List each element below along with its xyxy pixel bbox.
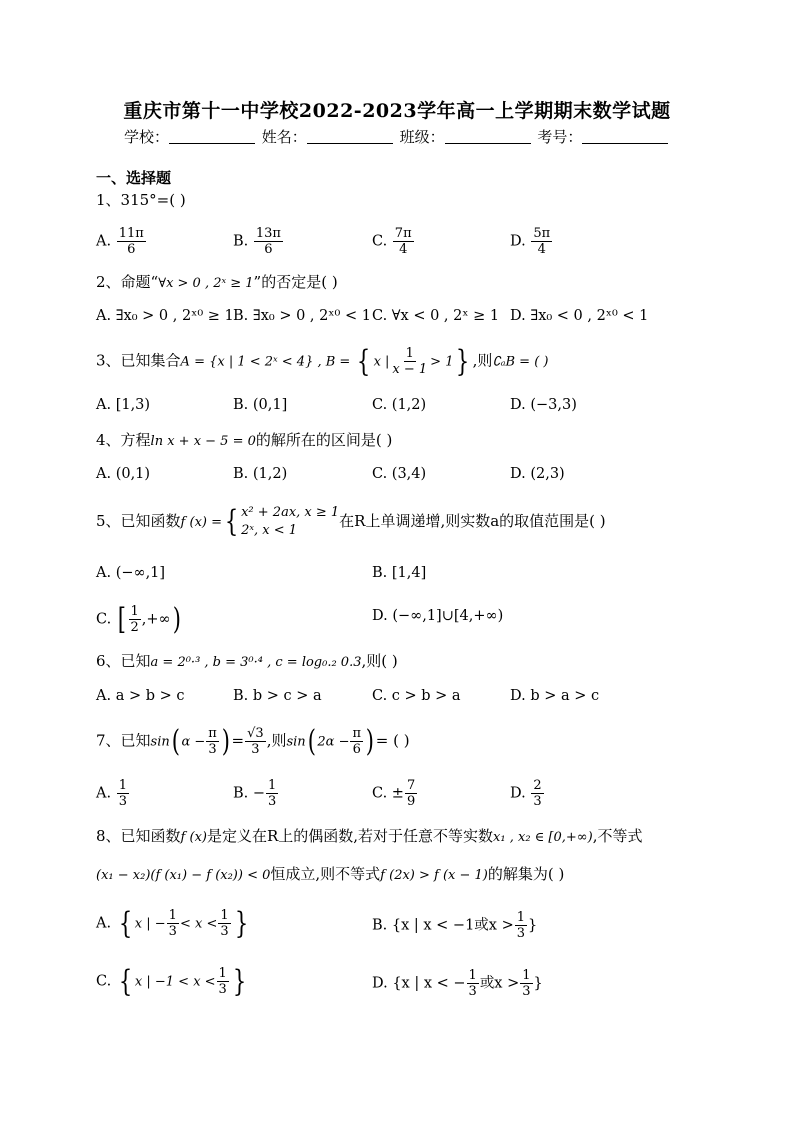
denominator: 3 — [220, 924, 229, 939]
fraction — [129, 604, 141, 635]
q6-option-a[interactable]: A. a > b > c — [96, 688, 185, 704]
stem-text: 的解所在的区间是( ) — [255, 431, 393, 449]
fraction — [254, 226, 283, 257]
q5-option-b[interactable]: B. [1,4] — [372, 565, 427, 581]
option-letter: A. — [96, 915, 116, 932]
numerator: 1 — [405, 346, 414, 361]
numerator: 11π — [118, 226, 144, 241]
denominator: 3 — [522, 984, 531, 999]
question-8-stem-line2 — [96, 864, 564, 886]
stem-math: f (x) — [180, 830, 207, 845]
stem-text: ”的否定是( ) — [253, 273, 338, 291]
stem-math: A = {x | 1 < 2ˣ < 4} , B = — [180, 354, 355, 370]
numerator: 7 — [406, 778, 416, 793]
fraction — [405, 778, 417, 809]
denominator: 2 — [130, 620, 139, 635]
number-blank[interactable] — [582, 129, 668, 144]
fraction — [167, 908, 179, 939]
option-letter: B. — [233, 233, 253, 250]
stem-text: ,不等式 — [592, 827, 643, 845]
option-text: } — [528, 917, 538, 934]
question-8-stem-line1 — [96, 826, 642, 848]
student-info-row — [124, 126, 670, 147]
q4-option-b[interactable]: B. (1,2) — [233, 466, 288, 482]
stem-text: 的解集为( ) — [487, 865, 565, 883]
numerator: π — [208, 726, 217, 741]
q8-option-d[interactable] — [372, 968, 543, 999]
q6-option-b[interactable]: B. b > c > a — [233, 688, 322, 704]
numerator: π — [352, 726, 362, 741]
denominator: 4 — [537, 242, 546, 257]
denominator: 3 — [516, 926, 526, 941]
option-text: 或x > — [479, 975, 520, 992]
page-title: 重庆市第十一中学校2022-2023学年高一上学期期末数学试题 — [123, 100, 671, 122]
fraction — [206, 726, 219, 757]
numerator: 1 — [516, 910, 526, 925]
question-7-stem — [96, 723, 410, 759]
fraction — [467, 968, 479, 999]
q2-option-d[interactable]: D. ∃x₀ < 0 , 2ˣ⁰ < 1 — [510, 308, 649, 324]
numerator: 1 — [118, 778, 127, 793]
stem-math: sin — [286, 734, 306, 750]
q7-option-b[interactable] — [233, 778, 279, 809]
q1-option-b[interactable] — [233, 226, 284, 257]
fraction — [245, 726, 266, 757]
stem-text: 在R上单调递增,则实数a的取值范围是( ) — [339, 512, 606, 530]
info-label-class: 班级： — [399, 128, 445, 146]
question-3-stem — [96, 343, 549, 379]
class-blank[interactable] — [445, 129, 531, 144]
stem-text: 3、已知集合 — [96, 351, 181, 370]
question-5-stem — [96, 504, 606, 540]
stem-math: sin — [150, 734, 170, 750]
option-math: < x < — [179, 916, 218, 932]
denominator: 3 — [251, 742, 260, 757]
stem-text: ,则 — [472, 351, 493, 370]
option-letter: B. − — [233, 785, 266, 802]
q5-option-a[interactable]: A. (−∞,1] — [96, 565, 166, 581]
info-label-name: 姓名： — [261, 128, 307, 146]
option-letter: D. — [510, 785, 531, 802]
q5-option-c[interactable] — [96, 601, 182, 637]
q7-option-c[interactable] — [372, 778, 418, 809]
left-brace: { — [118, 905, 132, 941]
left-paren: ( — [307, 723, 316, 759]
option-letter: C. — [96, 611, 116, 628]
option-letter: C. — [96, 973, 116, 990]
stem-text: 恒成立,则不等式 — [270, 865, 381, 883]
q6-option-d[interactable]: D. b > a > c — [510, 688, 600, 704]
fraction — [520, 968, 532, 999]
q7-option-a[interactable] — [96, 778, 130, 809]
fraction — [117, 226, 146, 257]
school-blank[interactable] — [169, 129, 255, 144]
q5-option-d[interactable]: D. (−∞,1]∪[4,+∞) — [372, 608, 504, 624]
q6-option-c[interactable]: C. c > b > a — [372, 688, 461, 704]
stem-text: 8、已知函数 — [96, 827, 181, 845]
stem-math: f (x) = — [180, 515, 222, 530]
left-brace: { — [118, 963, 133, 999]
denominator: 9 — [406, 794, 416, 809]
piece-2: 2ˣ, x < 1 — [241, 523, 298, 538]
stem-text: 7、已知 — [96, 731, 151, 750]
q4-option-a[interactable]: A. (0,1) — [96, 466, 151, 482]
piecewise — [241, 504, 339, 540]
q1-option-d[interactable] — [510, 226, 553, 257]
numerator: 1 — [220, 908, 229, 923]
denominator: 6 — [264, 242, 273, 257]
denominator: 3 — [533, 794, 542, 809]
name-blank[interactable] — [307, 129, 393, 144]
left-bracket: [ — [117, 601, 126, 637]
q2-option-a[interactable]: A. ∃x₀ > 0 , 2ˣ⁰ ≥ 1 — [96, 308, 234, 324]
q7-option-d[interactable] — [510, 778, 545, 809]
stem-text: = ( ) — [375, 731, 410, 750]
stem-math: = — [231, 731, 245, 750]
fraction — [531, 778, 543, 809]
q1-option-a[interactable] — [96, 226, 147, 257]
fraction — [117, 778, 129, 809]
stem-math: α − — [181, 734, 206, 750]
numerator: 1 — [218, 966, 227, 981]
denominator: 3 — [218, 982, 227, 997]
numerator: 1 — [130, 604, 139, 619]
stem-text: 4、方程 — [96, 431, 151, 449]
option-math: x | −1 < x < — [134, 974, 216, 990]
fraction — [218, 908, 230, 939]
stem-math: ln x + x − 5 = 0 — [150, 434, 256, 449]
q2-option-b[interactable]: B. ∃x₀ > 0 , 2ˣ⁰ < 1 — [233, 308, 371, 324]
stem-math: > 1 — [430, 354, 454, 370]
q8-option-b[interactable] — [372, 910, 537, 941]
q8-option-c[interactable] — [96, 963, 249, 999]
stem-math: a = 2⁰·³ , b = 3⁰·⁴ , c = log₀.₂ 0.3 — [150, 655, 362, 670]
numerator: 1 — [168, 908, 177, 923]
option-text: D. {x | x < − — [372, 975, 466, 992]
option-letter: C. — [372, 233, 392, 250]
left-paren: ( — [171, 723, 180, 759]
q2-option-c[interactable]: C. ∀x < 0 , 2ˣ ≥ 1 — [372, 308, 500, 324]
denominator: 6 — [127, 242, 136, 257]
stem-math: x₁ , x₂ ∈ [0,+∞) — [493, 830, 593, 845]
question-1-stem: 1、315°=( ) — [96, 191, 186, 209]
right-paren: ) — [172, 601, 181, 637]
stem-text: 2、命题“ — [96, 273, 159, 291]
stem-math: ∀x > 0 , 2ˣ ≥ 1 — [158, 276, 254, 291]
stem-math: 2α − — [317, 734, 350, 750]
info-label-number: 考号： — [537, 128, 583, 146]
denominator: 6 — [352, 742, 361, 757]
section-heading: 一、选择题 — [96, 169, 172, 187]
denominator: 3 — [118, 794, 127, 809]
option-text: ,+∞ — [141, 611, 171, 628]
question-4-stem — [96, 430, 392, 452]
fraction — [393, 226, 414, 257]
numerator: √3 — [247, 726, 264, 741]
q1-option-c[interactable] — [372, 226, 415, 257]
denominator: 3 — [468, 984, 477, 999]
question-2-stem — [96, 272, 338, 294]
numerator: 13π — [255, 226, 281, 241]
denominator: 3 — [208, 742, 217, 757]
option-text: B. {x | x < −1或x > — [372, 917, 514, 934]
stem-math: f (2x) > f (x − 1) — [380, 868, 488, 883]
q3-option-a[interactable]: A. [1,3) — [96, 397, 151, 413]
q3-option-d[interactable]: D. (−3,3) — [510, 397, 577, 413]
fraction — [350, 726, 363, 757]
numerator: 1 — [468, 968, 477, 983]
fraction — [217, 966, 229, 997]
q4-option-c[interactable]: C. (3,4) — [372, 466, 427, 482]
stem-text: 6、已知 — [96, 652, 151, 670]
denominator: 4 — [399, 242, 408, 257]
right-brace: } — [456, 343, 470, 379]
numerator: 1 — [522, 968, 531, 983]
stem-math: (x₁ − x₂)(f (x₁) − f (x₂)) < 0 — [96, 868, 271, 883]
option-letter: A. — [96, 233, 116, 250]
info-label-school: 学校： — [124, 128, 170, 146]
right-brace: } — [232, 963, 247, 999]
q8-option-a[interactable] — [96, 905, 251, 941]
stem-math: ∁ₐB = ( ) — [492, 354, 549, 370]
stem-text: 是定义在R上的偶函数,若对于任意不等实数 — [206, 827, 494, 845]
option-letter: C. ± — [372, 785, 404, 802]
fraction — [515, 910, 527, 941]
option-math: x | − — [134, 916, 166, 932]
right-paren: ) — [365, 723, 374, 759]
numerator: 2 — [533, 778, 542, 793]
right-paren: ) — [221, 723, 230, 759]
stem-text: 5、已知函数 — [96, 512, 181, 530]
fraction — [531, 226, 552, 257]
stem-text: ,则( ) — [361, 652, 398, 670]
option-letter: D. — [510, 233, 531, 250]
numerator: 7π — [394, 226, 412, 241]
q3-option-b[interactable]: B. (0,1] — [233, 397, 288, 413]
left-brace: { — [224, 504, 239, 539]
fraction — [390, 346, 429, 377]
right-brace: } — [234, 905, 248, 941]
stem-math: x | — [373, 354, 390, 370]
fraction — [266, 778, 278, 809]
left-brace: { — [357, 343, 371, 379]
option-letter: A. — [96, 785, 116, 802]
denominator: x − 1 — [392, 362, 428, 377]
numerator: 1 — [268, 778, 277, 793]
denominator: 3 — [268, 794, 277, 809]
option-text: } — [533, 975, 543, 992]
q4-option-d[interactable]: D. (2,3) — [510, 466, 565, 482]
question-6-stem — [96, 651, 398, 673]
piece-1: x² + 2ax, x ≥ 1 — [241, 505, 340, 520]
stem-text: ,则 — [266, 731, 287, 750]
q3-option-c[interactable]: C. (1,2) — [372, 397, 427, 413]
numerator: 5π — [533, 226, 551, 241]
denominator: 3 — [168, 924, 177, 939]
